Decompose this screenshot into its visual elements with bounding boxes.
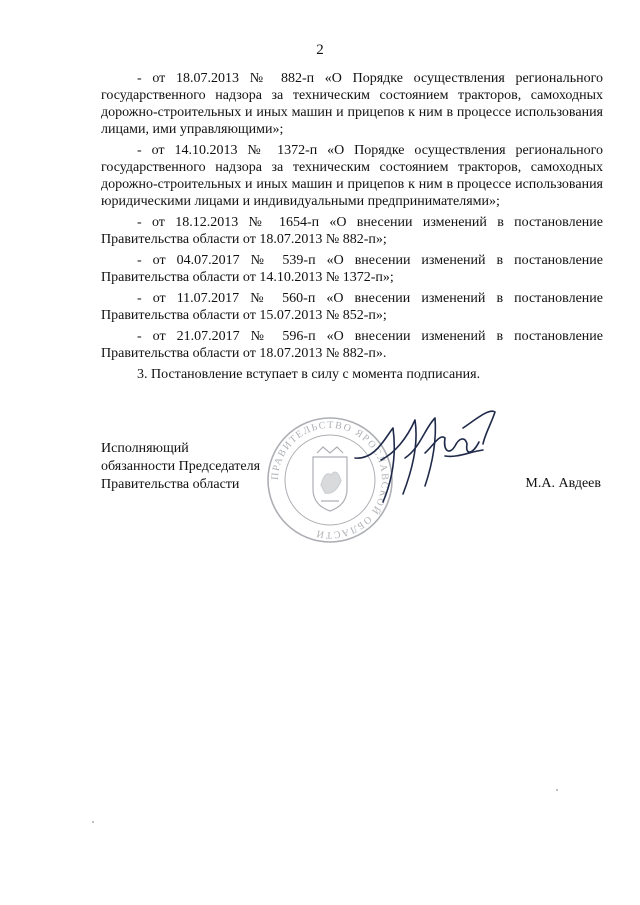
seal-text: ПРАВИТЕЛЬСТВО ЯРОСЛАВСКОЙ ОБЛАСТИ [269,419,391,541]
signer-title-line: Правительства области [101,477,240,492]
list-item: - от 18.12.2013 № 1654-п «О внесении изменений в постановление Правительства области от 18.07.2013 № 882-п»; [101,215,603,247]
coat-of-arms-icon [313,447,347,511]
page-number: 2 [316,42,324,58]
signer-name: М.А. Авдеев [525,476,601,491]
list-item: - от 11.07.2017 № 560-п «О внесении изменений в постановление Правительства области от 15.07.2013 № 852-п»; [101,291,603,323]
list-item: - от 04.07.2017 № 539-п «О внесении изменений в постановление Правительства области от 14.10.2013 № 1372-п»; [101,253,603,285]
handwritten-signature [345,398,505,508]
signer-title [101,440,260,494]
signer-title-line: обязанности Председателя [101,459,261,474]
signer-title-line: Исполняющий [101,441,189,456]
list-item: - от 14.10.2013 № 1372-п «О Порядке осуществления регионального государственного надзора за техническим состоянием тракторов, самоходных дорожно-строительных и иных машин и прицепов к ним в процессе использования юридическими лицами и индивидуальными предпринимателями»; [101,143,603,209]
list-item: - от 21.07.2017 № 596-п «О внесении изменений в постановление Правительства области от 18.07.2013 № 882-п». [101,329,603,361]
document-body [101,70,603,387]
final-clause: 3. Постановление вступает в силу с момента подписания. [137,367,481,382]
list-item: - от 18.07.2013 № 882-п «О Порядке осуществления регионального государственного надзора за техническим состоянием тракторов, самоходных дорожно-строительных и иных машин и прицепов к ним в процессе использования лицами, ими управляющими»; [101,71,603,137]
